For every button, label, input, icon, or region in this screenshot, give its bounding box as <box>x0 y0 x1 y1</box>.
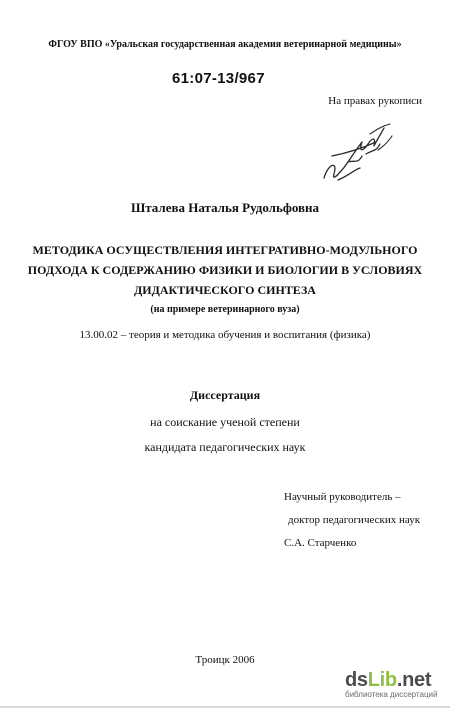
degree-purpose-line2: кандидата педагогических наук <box>144 440 306 454</box>
title-line: ПОДХОДА К СОДЕРЖАНИЮ ФИЗИКИ И БИОЛОГИИ В УСЛОВИЯХ <box>27 263 423 277</box>
title-line: ДИДАКТИЧЕСКОГО СИНТЕЗА <box>134 283 316 297</box>
watermark-brand-part: Lib <box>367 669 397 691</box>
archive-code: 61:07-13/967 <box>172 70 265 87</box>
dissertation-title <box>0 240 450 300</box>
watermark-brand <box>345 669 445 692</box>
page-bottom-divider <box>0 706 450 708</box>
supervisor-degree: доктор педагогических наук <box>288 514 421 526</box>
title-subtitle: (на примере ветеринарного вуза) <box>150 304 300 315</box>
supervisor-name: С.А. Старченко <box>284 537 357 549</box>
supervisor-block <box>284 486 420 555</box>
degree-purpose-line1: на соискание ученой степени <box>150 415 300 429</box>
watermark-logo <box>345 669 445 699</box>
watermark-tagline: библиотека диссертаций <box>345 690 438 699</box>
title-line: МЕТОДИКА ОСУЩЕСТВЛЕНИЯ ИНТЕГРАТИВНО-МОДУЛЬНОГО <box>32 243 418 257</box>
specialty-code: 13.00.02 – теория и методика обучения и воспитания (физика) <box>79 329 371 341</box>
author-name: Шталева Наталья Рудольфовна <box>130 200 320 215</box>
watermark-brand-part: ds <box>345 669 368 691</box>
document-type: Диссертация <box>189 388 261 402</box>
institution-name: ФГОУ ВПО «Уральская государственная академия ветеринарной медицины» <box>48 39 402 50</box>
handwritten-signature <box>318 120 398 188</box>
supervisor-role: Научный руководитель – <box>284 491 401 503</box>
rights-note: На правах рукописи <box>328 95 422 107</box>
watermark-brand-part: .net <box>396 669 432 691</box>
city-year: Троицк 2006 <box>195 654 255 666</box>
